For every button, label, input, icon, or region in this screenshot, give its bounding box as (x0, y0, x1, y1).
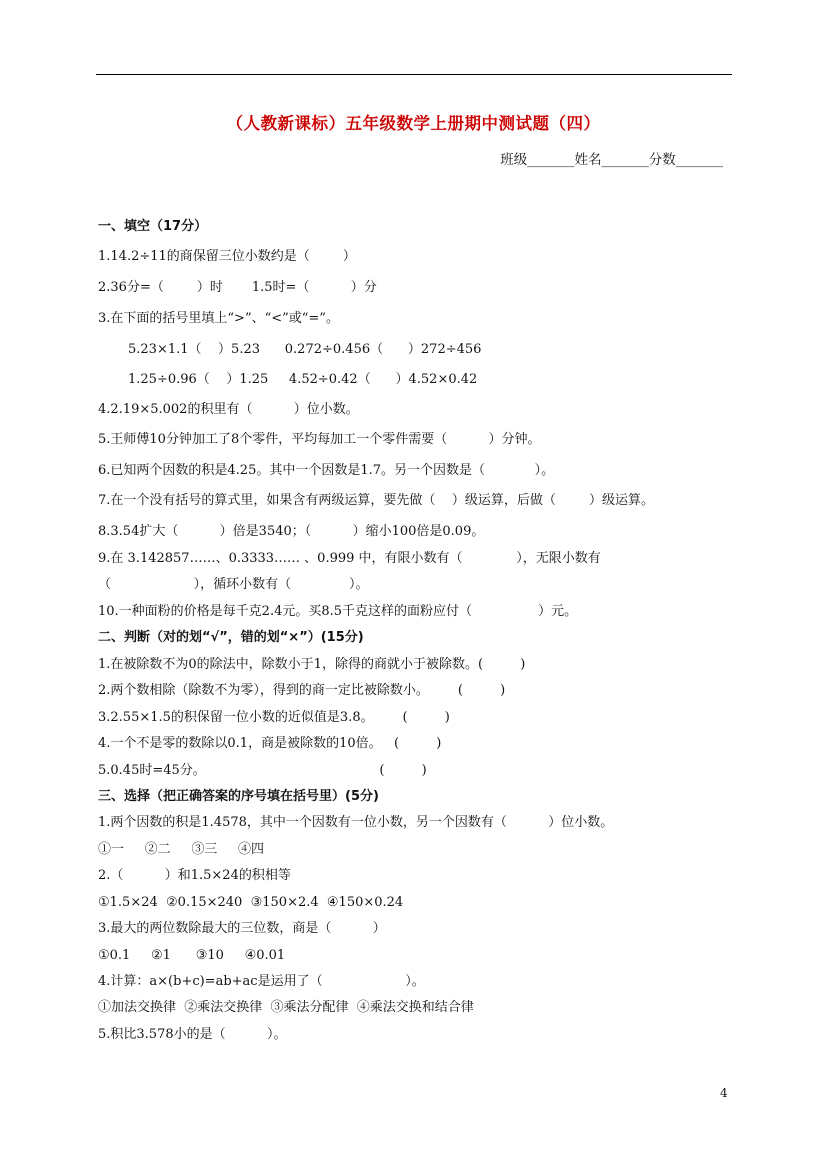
choice-options: ①一 ②二 ③三 ④四 (98, 842, 264, 857)
section-heading-multiple-choice: 三、选择（把正确答案的序号填在括号里）(5分) (98, 789, 379, 804)
student-info-line: 班级_______姓名_______分数_______ (500, 152, 723, 168)
question-line: 5.积比3.578小的是（ ）。 (98, 1027, 287, 1042)
question-line: 8.3.54扩大（ ）倍是3540；（ ）缩小100倍是0.09。 (98, 524, 485, 539)
question-line: 5.0.45时=45分。 ( ) (98, 763, 427, 778)
question-line: 7.在一个没有括号的算式里，如果含有两级运算，要先做（ ）级运算，后做（ ）级运算。 (98, 493, 654, 508)
section-heading-true-false: 二、判断（对的划“√”，错的划“×”）(15分) (98, 630, 364, 645)
header-rule (96, 74, 732, 75)
question-line: 1.在被除数不为0的除法中，除数小于1，除得的商就小于被除数。( ) (98, 657, 526, 672)
question-line: 4.一个不是零的数除以0.1，商是被除数的10倍。 ( ) (98, 736, 442, 751)
section-heading-fill-blank: 一、填空（17分） (98, 219, 208, 234)
question-line: 3.2.55×1.5的积保留一位小数的近似值是3.8。 ( ) (98, 710, 450, 725)
question-line: 2.36分=（ ）时 1.5时=（ ）分 (98, 280, 377, 295)
question-line: （ ），循环小数有（ ）。 (98, 577, 369, 592)
question-line: 4.2.19×5.002的积里有（ ）位小数。 (98, 402, 359, 417)
question-line: 2.两个数相除（除数不为零），得到的商一定比被除数小。 ( ) (98, 683, 506, 698)
question-line: 3.在下面的括号里填上“>”、“<”或“=”。 (98, 311, 339, 326)
page-title: （人教新课标）五年级数学上册期中测试题（四） (226, 114, 601, 133)
question-line: 9.在 3.142857……、0.3333…… 、0.999 中，有限小数有（ ），无限小数有 (98, 551, 601, 566)
choice-options: ①1.5×24 ②0.15×240 ③150×2.4 ④150×0.24 (98, 895, 404, 910)
question-line: 1.14.2÷11的商保留三位小数约是（ ） (98, 249, 356, 264)
question-line: 10.一种面粉的价格是每千克2.4元。买8.5千克这样的面粉应付（ ）元。 (98, 604, 578, 619)
question-line: 5.王师傅10分钟加工了8个零件，平均每加工一个零件需要（ ）分钟。 (98, 432, 541, 447)
question-line: 1.25÷0.96（ ）1.25 4.52÷0.42（ ）4.52×0.42 (128, 372, 478, 387)
choice-options: ①0.1 ②1 ③10 ④0.01 (98, 948, 286, 963)
question-line: 3.最大的两位数除最大的三位数，商是（ ） (98, 921, 386, 936)
question-line: 4.计算：a×(b+c)=ab+ac是运用了（ ）。 (98, 974, 425, 989)
choice-options: ①加法交换律 ②乘法交换律 ③乘法分配律 ④乘法交换和结合律 (98, 1000, 474, 1015)
question-line: 5.23×1.1（ ）5.23 0.272÷0.456（ ）272÷456 (128, 342, 482, 357)
page-number: 4 (720, 1086, 728, 1100)
question-line: 6.已知两个因数的积是4.25。其中一个因数是1.7。另一个因数是（ ）。 (98, 463, 555, 478)
question-line: 1.两个因数的积是1.4578，其中一个因数有一位小数，另一个因数有（ ）位小数。 (98, 815, 614, 830)
question-line: 2.（ ）和1.5×24的积相等 (98, 868, 291, 883)
